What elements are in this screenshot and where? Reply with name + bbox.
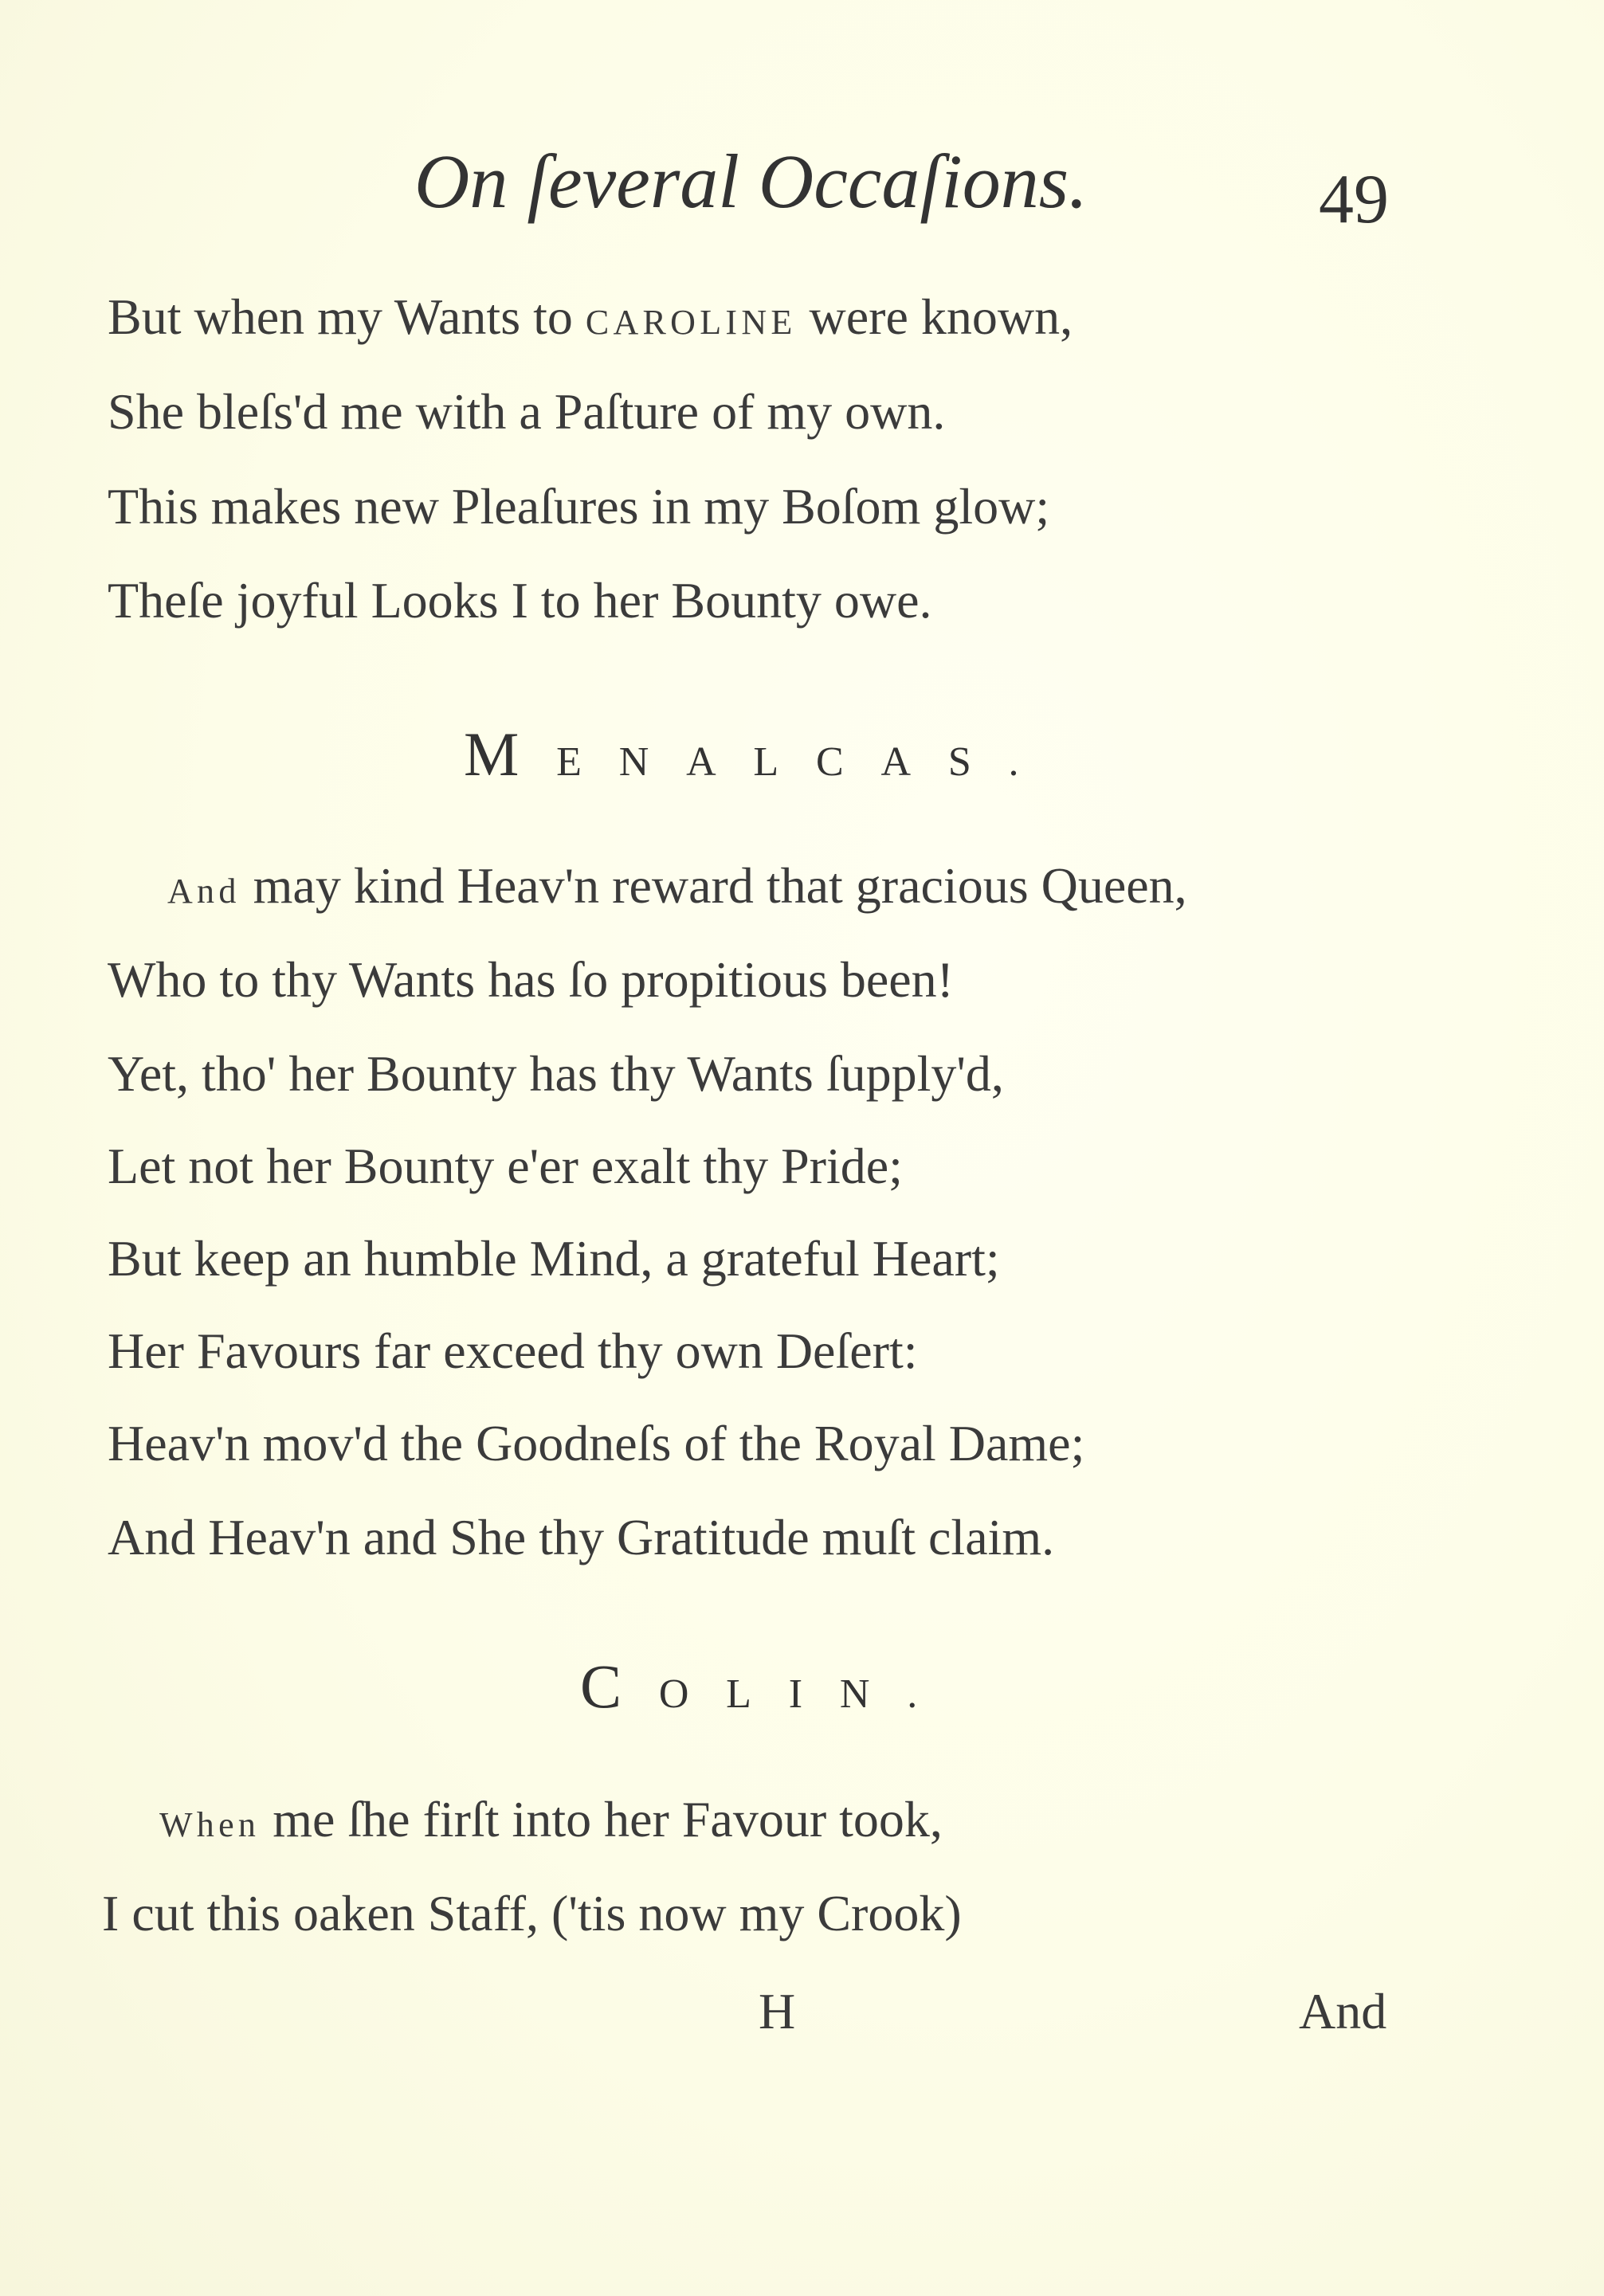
verse-line: Heav'n mov'd the Goodneſs of the Royal Dame;: [108, 1415, 1085, 1471]
heading-rest: OLIN.: [658, 1671, 955, 1717]
running-title: On ſeveral Occaſions.: [414, 139, 1088, 224]
speaker-heading-menalcas: [464, 719, 1056, 790]
initial-small-caps: When: [159, 1805, 261, 1844]
name-small-caps: CAROLINE: [585, 303, 797, 342]
verse-line: And Heav'n and She thy Gratitude muſt claim.: [108, 1509, 1055, 1565]
verse-text: But when my Wants to: [108, 288, 573, 345]
verse-line: [159, 1791, 943, 1847]
verse-text: were known,: [809, 288, 1073, 345]
initial-small-caps: And: [167, 872, 241, 911]
verse-line: Theſe joyful Looks I to her Bounty owe.: [108, 572, 932, 629]
heading-initial: C: [580, 1651, 659, 1721]
verse-line: This makes new Pleaſures in my Boſom glow;: [108, 478, 1050, 535]
name-small-caps: Queen,: [1041, 857, 1187, 914]
verse-line: Yet, tho' her Bounty has thy Wants ſupply'd,: [108, 1045, 1004, 1102]
verse-line: [108, 288, 1073, 345]
verse-text: may kind Heav'n reward that gracious: [253, 857, 1029, 914]
signature-mark: H: [759, 1983, 796, 2039]
heading-initial: M: [464, 719, 557, 789]
verse-line: I cut this oaken Staff, ('tis now my Crook): [102, 1885, 962, 1941]
heading-rest: ENALCAS.: [556, 739, 1057, 785]
verse-text: me ſhe firſt into her Favour took,: [273, 1791, 943, 1847]
verse-line: [167, 857, 1187, 914]
verse-line: Let not her Bounty e'er exalt thy Pride;: [108, 1138, 903, 1194]
speaker-heading-colin: [580, 1651, 955, 1722]
verse-line: Who to thy Wants has ſo propitious been!: [108, 951, 954, 1008]
page-number: 49: [1319, 161, 1389, 238]
catchword: And: [1299, 1983, 1387, 2039]
verse-line: Her Favours far exceed thy own Deſert:: [108, 1322, 918, 1379]
verse-line: But keep an humble Mind, a grateful Heart;: [108, 1230, 1000, 1287]
verse-line: She bleſs'd me with a Paſture of my own.: [108, 383, 946, 440]
